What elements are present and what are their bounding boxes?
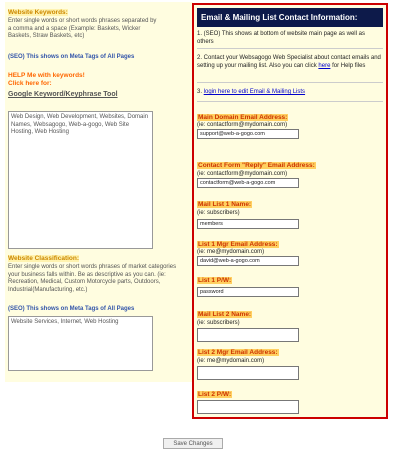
keywords-description: Enter single words or short words phrases separated by a comma and a space (Example: Baskets, Wicker Baskets, Straw Baskets, etc) xyxy=(8,18,157,39)
divider xyxy=(197,48,383,49)
list1-name-label: Mail List 1 Name: xyxy=(198,201,252,208)
list1-name-note: (ie: subscribers) xyxy=(197,210,240,216)
main-email-input[interactable] xyxy=(197,129,299,139)
list1-mgr-input[interactable] xyxy=(197,256,299,266)
list2-mgr-note: (ie: me@mydomain.com) xyxy=(197,358,265,364)
contact-info-2-text: 2. Contact your Websagogo Web Specialist about contact emails and setting up your mailing list. Also you can click xyxy=(197,55,381,69)
contact-info-1: 1. (SEO) This shows at bottom of website main page as well as others xyxy=(197,31,365,45)
divider xyxy=(197,101,383,102)
list2-pw-input[interactable] xyxy=(197,400,299,414)
list1-pw-input[interactable] xyxy=(197,287,299,297)
reply-email-note: (ie: contactform@mydomain.com) xyxy=(197,171,288,177)
google-keyword-tool-link[interactable]: Google Keyword/Keyphrase Tool xyxy=(8,91,118,98)
keywords-textarea[interactable] xyxy=(8,111,153,249)
list2-pw-label: List 2 P/W: xyxy=(198,391,232,398)
list1-name-input[interactable] xyxy=(197,219,299,229)
list2-mgr-label: List 2 Mgr Email Address: xyxy=(198,349,278,356)
help-files-link[interactable]: here xyxy=(318,62,331,69)
classification-seo-note: (SEO) This shows on Meta Tags of All Pages xyxy=(8,306,135,312)
list1-mgr-note: (ie: me@mydomain.com) xyxy=(197,249,265,255)
keywords-seo-note: (SEO) This shows on Meta Tags of All Pages xyxy=(8,54,135,60)
divider xyxy=(197,82,383,83)
keywords-help-title[interactable]: HELP Me with keywords! xyxy=(8,72,85,79)
main-email-label: Main Domain Email Address: xyxy=(198,114,288,121)
keywords-title: Website Keywords: xyxy=(8,9,68,16)
contact-info-3 xyxy=(197,89,383,97)
classification-textarea[interactable] xyxy=(8,316,153,371)
keywords-panel xyxy=(5,2,193,382)
contact-info-2 xyxy=(197,55,383,70)
list2-name-label: Mail List 2 Name: xyxy=(198,311,252,318)
classification-description: Enter single words or short words phrases of market categories your business falls within. Be as descriptive as you can. (ie: Recreation, Medical, Custom Motorcycle parts, Outdoors, Industrial(Manufacturing, etc.) xyxy=(8,264,177,293)
list1-pw-label: List 1 P/W: xyxy=(198,277,232,284)
keywords-help-subtitle: Click here for: xyxy=(8,80,52,87)
main-email-note: (ie: contactform@mydomain.com) xyxy=(197,122,288,128)
contact-info-2-suffix: for Help files xyxy=(330,62,366,69)
contact-info-3-prefix: 3. xyxy=(197,89,204,95)
list1-mgr-label: List 1 Mgr Email Address: xyxy=(198,241,278,248)
contact-panel xyxy=(192,3,388,419)
list2-name-input[interactable] xyxy=(197,328,299,342)
save-changes-button[interactable]: Save Changes xyxy=(163,438,223,449)
contact-header: Email & Mailing List Contact Information: xyxy=(197,8,383,27)
classification-title: Website Classification: xyxy=(8,255,80,262)
reply-email-label: Contact Form "Reply" Email Address: xyxy=(198,162,315,169)
login-edit-email-link[interactable]: login here to edit Email & Mailing Lists xyxy=(203,89,306,95)
list2-mgr-input[interactable] xyxy=(197,366,299,380)
reply-email-input[interactable] xyxy=(197,178,299,188)
list2-name-note: (ie: subscribers) xyxy=(197,320,240,326)
